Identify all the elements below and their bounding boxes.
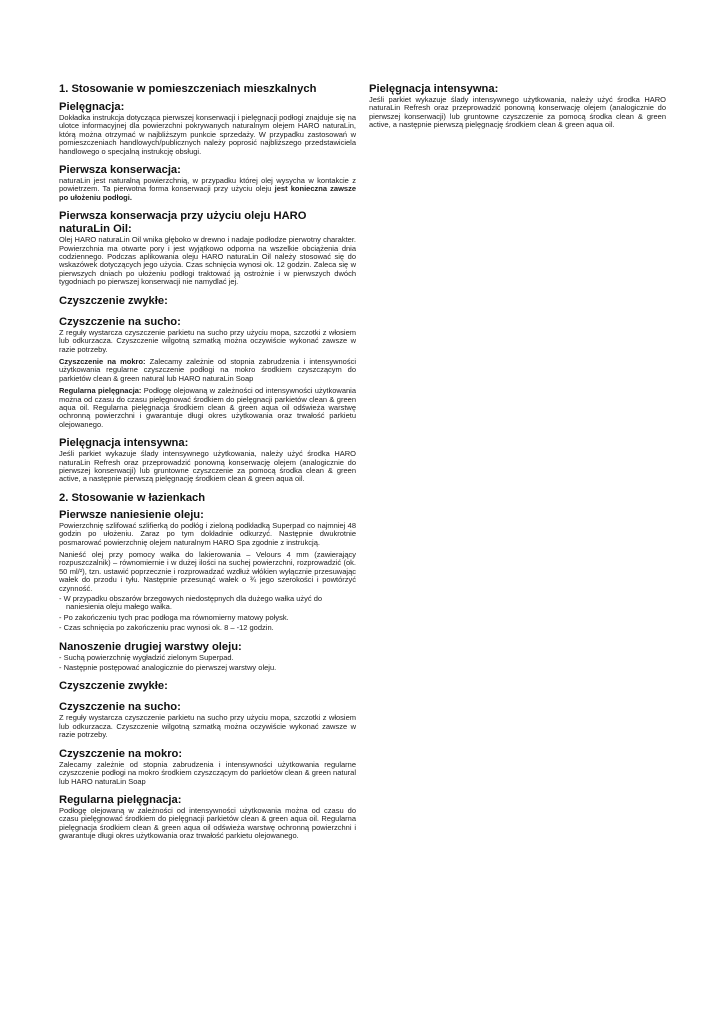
left-column	[59, 83, 356, 841]
regular-cleaning-heading: Czyszczenie zwykłe:	[59, 294, 168, 307]
regular-care-text-2: Podłogę olejowaną w zależności od intensywności użytkowania można od czasu do czasu pielęgnować środkiem do pielęgnacji parkietów clean & green aqua oil. Regularna pielęgnacja środkiem clean & green aqua oil odświeża warstwę ochronną powierzchni i gwarantuje długi okres użytkowania oraz trwałość parkietu olejowanego.	[59, 805, 356, 841]
first-maintenance-heading: Pierwsza konserwacja:	[59, 164, 181, 177]
first-oil-bullet: - Czas schnięcia po zakończeniu prac wynosi ok. 8 – -12 godzin.	[59, 623, 274, 633]
first-maintenance-section	[59, 164, 356, 202]
dry-cleaning-heading: Czyszczenie na sucho:	[59, 315, 181, 328]
intensive-care-section-right	[369, 83, 666, 130]
wet-cleaning-text: Zalecamy zależnie od stopnia zabrudzenia i intensywności użytkowania regularne czyszczenie podłogi na mokro środkiem czyszczącym do parkietów clean & green natural lub HARO naturaLin Soap	[59, 356, 357, 383]
intensive-care-section	[59, 437, 356, 484]
regular-care-paragraph	[59, 387, 356, 429]
first-maintenance-oil-heading-line2: naturaLin Oil:	[59, 223, 132, 236]
first-maintenance-body: naturaLin jest naturalną powierzchnią, w przypadku której olej wysycha w kontakcie z powietrzem. Ta pierwotna forma konserwacji przy użyciu oleju	[59, 176, 356, 194]
dry-cleaning-section-2	[59, 701, 356, 739]
regular-care-section-2	[59, 794, 356, 841]
wet-cleaning-heading-2: Czyszczenie na mokro:	[59, 747, 183, 760]
right-column	[369, 83, 666, 130]
wet-cleaning-text-2: Zalecamy zależnie od stopnia zabrudzenia i intensywności użytkowania regularne czyszczenie podłogi na mokro środkiem czyszczącym do parkietów clean & green natural lub HARO naturaLin Soap	[59, 759, 356, 786]
care-heading: Pielęgnacja:	[59, 101, 125, 113]
dry-cleaning-text-2: Z reguły wystarcza czyszczenie parkietu na sucho przy użyciu mopa, szczotki z włosiem lub odkurzacza. Czyszczenie wilgotną szmatką można oczywiście wykonać zawsze w razie potrzeby.	[59, 713, 356, 740]
regular-cleaning-section	[59, 295, 356, 308]
first-oil-bullet: - Po zakończeniu tych prac podłoga ma równomierny matowy połysk.	[59, 612, 289, 622]
first-oil-text-1: Powierzchnię szlifować szlifierką do podłóg i zieloną podkładką Superpad co najmniej 48 godzin po ułożeniu. Zaraz po tym dokładnie odkurzyć. Następnie dwukrotnie posmarować powierzchnię olejem naturalnym HARO Spa zgodnie z instrukcją.	[59, 520, 356, 547]
regular-cleaning-section-2	[59, 680, 356, 693]
wet-cleaning-label: Czyszczenie na mokro:	[59, 356, 146, 366]
section-title-living-rooms: 1. Stosowanie w pomieszczeniach mieszkalnych	[59, 83, 317, 95]
regular-care-label: Regularna pielęgnacja:	[59, 386, 142, 396]
first-oil-text-2: Nanieść olej przy pomocy wałka do lakierowania – Velours 4 mm (zawierający rozpuszczalnik) – równomiernie i w dużej ilości na suchej powierzchni, rozprowadzić (ok. 50 ml/²), tzn. ustawić poprzecznie i rozprowadzać wzdłuż włókien wyłącznie przesuwając wałek do przodu i tyłu. Następnie przesunąć wałek o ¾ jego szerokości i powtórzyć czynność.	[59, 550, 356, 593]
first-maintenance-bold: jest konieczna zawsze po ułożeniu podłogi.	[59, 184, 357, 202]
dry-cleaning-text: Z reguły wystarcza czyszczenie parkietu na sucho przy użyciu mopa, szczotki z włosiem lub odkurzacza. Czyszczenie wilgotną szmatką można oczywiście wykonać zawsze w razie potrzeby.	[59, 327, 356, 354]
first-maintenance-oil-heading: Pierwsza konserwacja przy użyciu oleju HARO	[59, 210, 307, 223]
care-text: Dokładka instrukcja dotycząca pierwszej konserwacji i pielęgnacji podłogi znajduje się na ulotce informacyjnej dla powierzchni pokrywanych naturalnym olejem HARO naturaLin, którą można otrzymać w najbliższym punkcie sprzedaży. W przypadku zastosowań w pomieszczeniach handlowych/publicznych należy poprosić najbliższego przedstawiciela handlowego o specjalną instrukcję obsługi.	[59, 113, 356, 156]
second-oil-section	[59, 641, 356, 673]
second-oil-bullet: - Następnie postępować analogicznie do pierwszej warstwy oleju.	[59, 663, 277, 673]
intensive-care-heading-right: Pielęgnacja intensywna:	[369, 83, 499, 95]
regular-care-text: Podłogę olejowaną w zależności od intensywności użytkowania można od czasu do czasu pielęgnować środkiem do pielęgnacji parkietów clean & green aqua oil. Regularna pielęgnacja środkiem clean & green aqua oil odświeża warstwę ochronną powierzchni i gwarantuje długi okres użytkowania oraz trwałość parkietu olejowanego.	[59, 386, 357, 429]
intensive-care-text: Jeśli parkiet wykazuje ślady intensywnego użytkowania, należy użyć środka HARO naturaLin Refresh oraz przeprowadzić ponowną konserwację olejem (analogicznie do pierwszej konserwacji) lub gruntowne czyszczenie za pomocą środka clean & green active, a następnie pierwszą pielęgnację środkiem clean & green aqua oil.	[59, 449, 356, 484]
section-title-bathrooms: 2. Stosowanie w łazienkach	[59, 491, 206, 504]
intensive-care-text-right: Jeśli parkiet wykazuje ślady intensywnego użytkowania, należy użyć środka HARO naturaLin Refresh oraz przeprowadzić ponowną konserwację olejem (analogicznie do pierwszej konserwacji) lub gruntowne czyszczenie za pomocą środka clean & green active, a następnie pierwszą pielęgnację środkiem clean & green aqua oil.	[369, 95, 666, 130]
first-oil-bullet: - W przypadku obszarów brzegowych niedostępnych dla dużego wałka użyć do naniesienia oleju małego wałka.	[59, 594, 323, 612]
dry-cleaning-heading-2: Czyszczenie na sucho:	[59, 701, 181, 714]
second-oil-bullet: - Suchą powierzchnię wygładzić zielonym Superpad.	[59, 652, 234, 662]
bathrooms-section	[59, 492, 356, 633]
first-maintenance-text	[59, 177, 356, 202]
first-maintenance-oil-section	[59, 210, 356, 286]
first-oil-heading: Pierwsze naniesienie oleju:	[59, 508, 204, 521]
regular-care-heading-2: Regularna pielęgnacja:	[59, 793, 182, 806]
second-oil-heading: Nanoszenie drugiej warstwy oleju:	[59, 640, 242, 653]
wet-cleaning-section-2	[59, 748, 356, 786]
wet-cleaning-paragraph	[59, 358, 356, 383]
first-maintenance-oil-text: Olej HARO naturaLin Oil wnika głęboko w drewno i nadaje podłodze pierwotny charakter. Powierzchnia ma otwarte pory i jest wyjątkowo odporna na wszelkie obciążenia dnia codziennego. Podczas aplikowania oleju HARO naturaLin Oil należy stosować się do wskazówek dotyczących jego użycia. Czas schnięcia wynosi ok. 12 godzin. Zaleca się w pierwszych dniach po ułożeniu podłogi traktować ją ostrożnie i w pierwszych dwóch tygodniach po pierwszej konserwacji nie namydlać jej.	[59, 235, 356, 287]
dry-cleaning-section	[59, 316, 356, 429]
care-section	[59, 101, 356, 156]
regular-cleaning-heading-2: Czyszczenie zwykłe:	[59, 680, 168, 693]
intensive-care-heading: Pielęgnacja intensywna:	[59, 437, 189, 450]
